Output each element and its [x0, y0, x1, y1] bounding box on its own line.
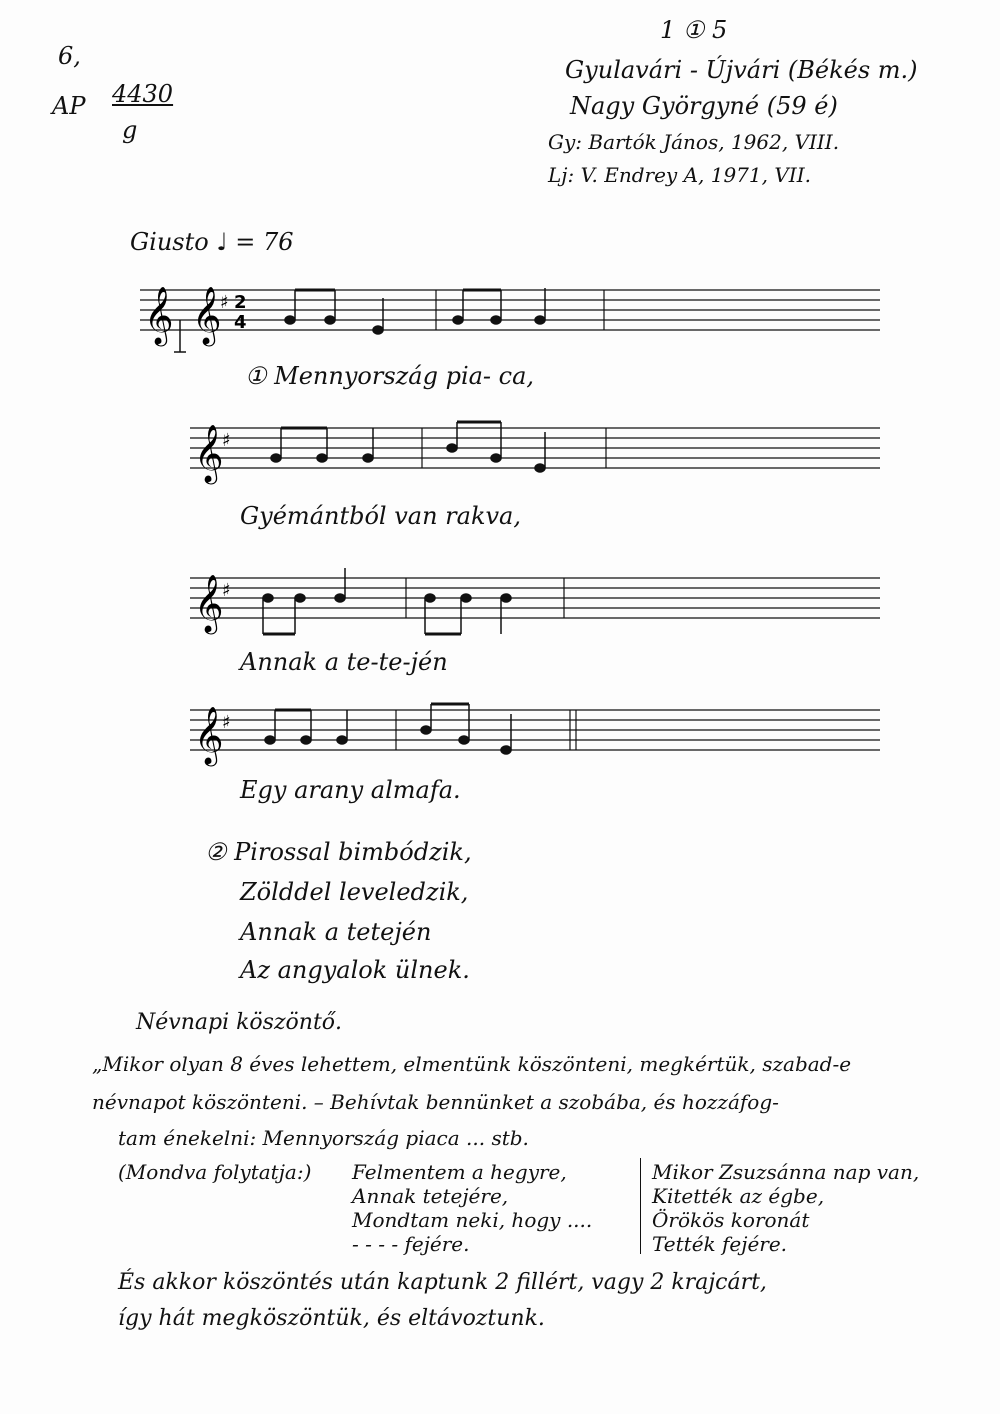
staff-line-1: [140, 280, 900, 360]
notes-group-2: [271, 422, 545, 472]
left-column-line-1: Felmentem a hegyre,: [352, 1160, 567, 1184]
left-column-line-3: Mondtam neki, hogy ....: [352, 1208, 593, 1232]
verse2-line-1: ② Pirossal bimbódzik,: [205, 838, 472, 866]
treble-clef-icon: 𝄞: [194, 424, 224, 482]
treble-clef-icon: 𝄞: [194, 706, 224, 764]
page-reference: 1 ① 5: [660, 16, 728, 44]
right-column-line-4: Tették fejére.: [652, 1232, 788, 1256]
lyrics-line-2: Gyémántból van rakva,: [240, 502, 521, 530]
lyrics-line-4: Egy arany almafa.: [240, 776, 461, 804]
notes-paragraph-line-1: „Mikor olyan 8 éves lehettem, elmentünk köszönteni, megkértük, szabad-e: [92, 1052, 852, 1076]
closing-line-1: És akkor köszöntés után kaptunk 2 fillért, vagy 2 krajcárt,: [118, 1270, 767, 1295]
notes-paragraph-line-2: névnapot köszönteni. – Behívtak bennünket a szobába, és hozzáfog-: [92, 1090, 779, 1114]
right-column-line-2: Kitették az égbe,: [652, 1184, 825, 1208]
lyrics-line-1: ① Mennyország pia- ca,: [245, 362, 535, 390]
singer-name: Nagy Györgyné (59 é): [570, 92, 838, 120]
left-number: 6,: [58, 42, 81, 70]
sharp-icon: ♯: [222, 712, 231, 733]
catalog-prefix: AP: [52, 92, 86, 120]
sharp-icon: ♯: [220, 292, 229, 313]
svg-text:2: 2: [234, 292, 247, 313]
place-of-collection: Gyulavári - Újvári (Békés m.): [565, 56, 918, 84]
staff-line-2: [190, 418, 900, 488]
left-column-line-2: Annak tetejére,: [352, 1184, 509, 1208]
sharp-icon: ♯: [222, 580, 231, 601]
catalog-sub: g: [122, 116, 138, 144]
staff-line-3: [190, 568, 900, 648]
svg-text:4: 4: [234, 312, 247, 333]
lyrics-line-3: Annak a te-te-jén: [240, 648, 448, 676]
left-column-line-4: - - - - fejére.: [352, 1232, 470, 1256]
treble-clef-icon: 𝄞: [192, 286, 222, 344]
notes-paragraph-line-3: tam énekelni: Mennyország piaca ... stb.: [118, 1126, 529, 1150]
transcriber-info: Lj: V. Endrey A, 1971, VII.: [548, 163, 811, 187]
staff-line-4: [190, 700, 900, 770]
right-column-line-3: Örökös koronát: [652, 1208, 810, 1232]
notes-group-1: [285, 288, 545, 334]
sharp-icon: ♯: [222, 430, 231, 451]
right-column-line-1: Mikor Zsuzsánna nap van,: [652, 1160, 920, 1184]
column-divider: [640, 1158, 641, 1254]
verse2-line-3: Annak a tetején: [240, 918, 432, 946]
treble-clef-icon: 𝄞: [144, 286, 174, 344]
notes-title: Névnapi köszöntő.: [136, 1010, 343, 1035]
tempo-marking: Giusto ♩ = 76: [130, 228, 294, 256]
spoken-label: (Mondva folytatja:): [118, 1160, 312, 1184]
closing-line-2: így hát megköszöntük, és eltávoztunk.: [118, 1306, 545, 1331]
treble-clef-icon: 𝄞: [194, 574, 224, 632]
notes-group-4: [265, 704, 511, 754]
verse2-line-4: Az angyalok ülnek.: [240, 956, 470, 984]
collector-info: Gy: Bartók János, 1962, VIII.: [548, 130, 840, 154]
catalog-number: 4430: [112, 80, 174, 108]
verse2-line-2: Zölddel leveledzik,: [240, 878, 469, 906]
